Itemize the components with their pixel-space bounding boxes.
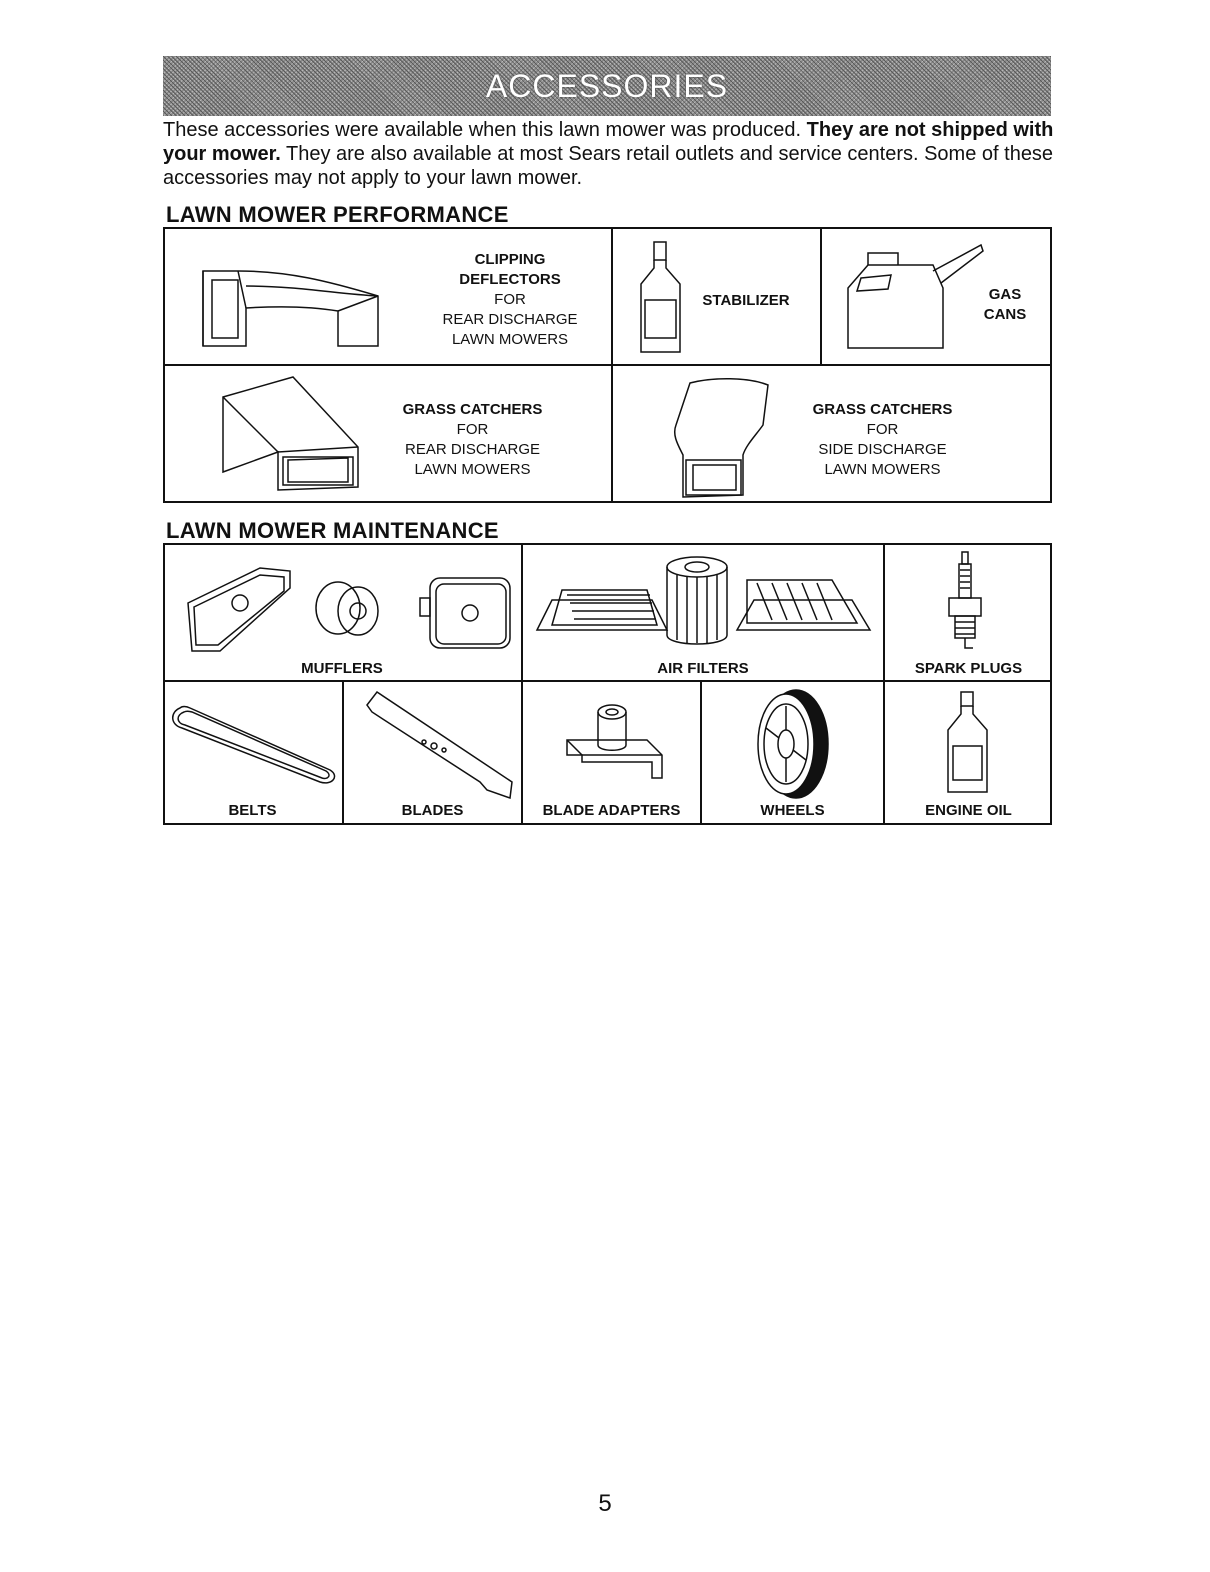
label-bold: GRASS CATCHERS [812,401,953,418]
label-line: FOR [456,421,489,438]
label-line: REAR DISCHARGE [404,441,541,458]
page-number: 5 [598,1490,612,1517]
divider [883,543,885,825]
wheel-icon [752,688,832,800]
label-line: FOR [866,421,899,438]
label-bold: GAS [988,286,1022,303]
clipping-deflector-icon [198,266,388,351]
performance-title: LAWN MOWER PERFORMANCE [166,202,509,227]
belts-caption: BELTS [228,802,277,819]
label-line: FOR [494,291,526,308]
label-line: SIDE DISCHARGE [818,441,947,458]
maintenance-title: LAWN MOWER MAINTENANCE [166,518,499,543]
rear-grass-catchers-label [380,400,565,480]
gas-can-icon [843,243,983,353]
intro-text-1: These accessories were available when this lawn mower was produced. [163,119,807,141]
label-line: REAR DISCHARGE [442,311,578,328]
engine-oil-caption: ENGINE OIL [925,802,1012,819]
side-grass-catchers-label [790,400,975,480]
rear-grass-catcher-icon [218,372,363,497]
air-filters-caption: AIR FILTERS [657,660,749,677]
label-bold: STABILIZER [702,292,790,309]
blades-icon [362,690,517,800]
air-filters-icon [532,555,874,655]
divider [820,227,822,366]
mufflers-caption: MUFFLERS [301,660,383,677]
divider [611,227,613,503]
mufflers-icon [180,563,515,658]
stabilizer-label [690,291,802,311]
label-bold: DEFLECTORS [459,271,561,288]
intro-text-2: They are also available at most Sears retail outlets and service centers. Some of these accessories may not apply to your lawn mower. [163,143,1054,189]
divider [163,680,1052,682]
blades-caption: BLADES [401,802,464,819]
label-bold: CLIPPING [474,251,546,268]
side-grass-catcher-icon [668,375,773,500]
page-title: ACCESSORIES [485,67,729,104]
gas-cans-label [965,285,1045,325]
label-line: LAWN MOWERS [414,461,531,478]
blade-adapter-icon [562,700,667,780]
label-line: LAWN MOWERS [451,331,569,348]
spark-plugs-caption: SPARK PLUGS [914,660,1023,677]
blade-adapters-caption: BLADE ADAPTERS [542,802,681,819]
header-banner [163,56,1051,116]
label-line: LAWN MOWERS [824,461,941,478]
spark-plug-icon [945,550,985,655]
label-bold: CANS [983,306,1027,323]
divider [521,543,523,825]
intro-bold: They are not shipped with your mower. [163,119,1054,165]
intro-paragraph [163,118,1063,190]
clipping-deflectors-label [420,250,600,350]
engine-oil-bottle-icon [943,690,993,795]
belts-icon [170,700,340,790]
divider [163,364,1052,366]
wheels-caption: WHEELS [760,802,825,819]
label-bold: GRASS CATCHERS [402,401,543,418]
stabilizer-bottle-icon [636,240,686,355]
